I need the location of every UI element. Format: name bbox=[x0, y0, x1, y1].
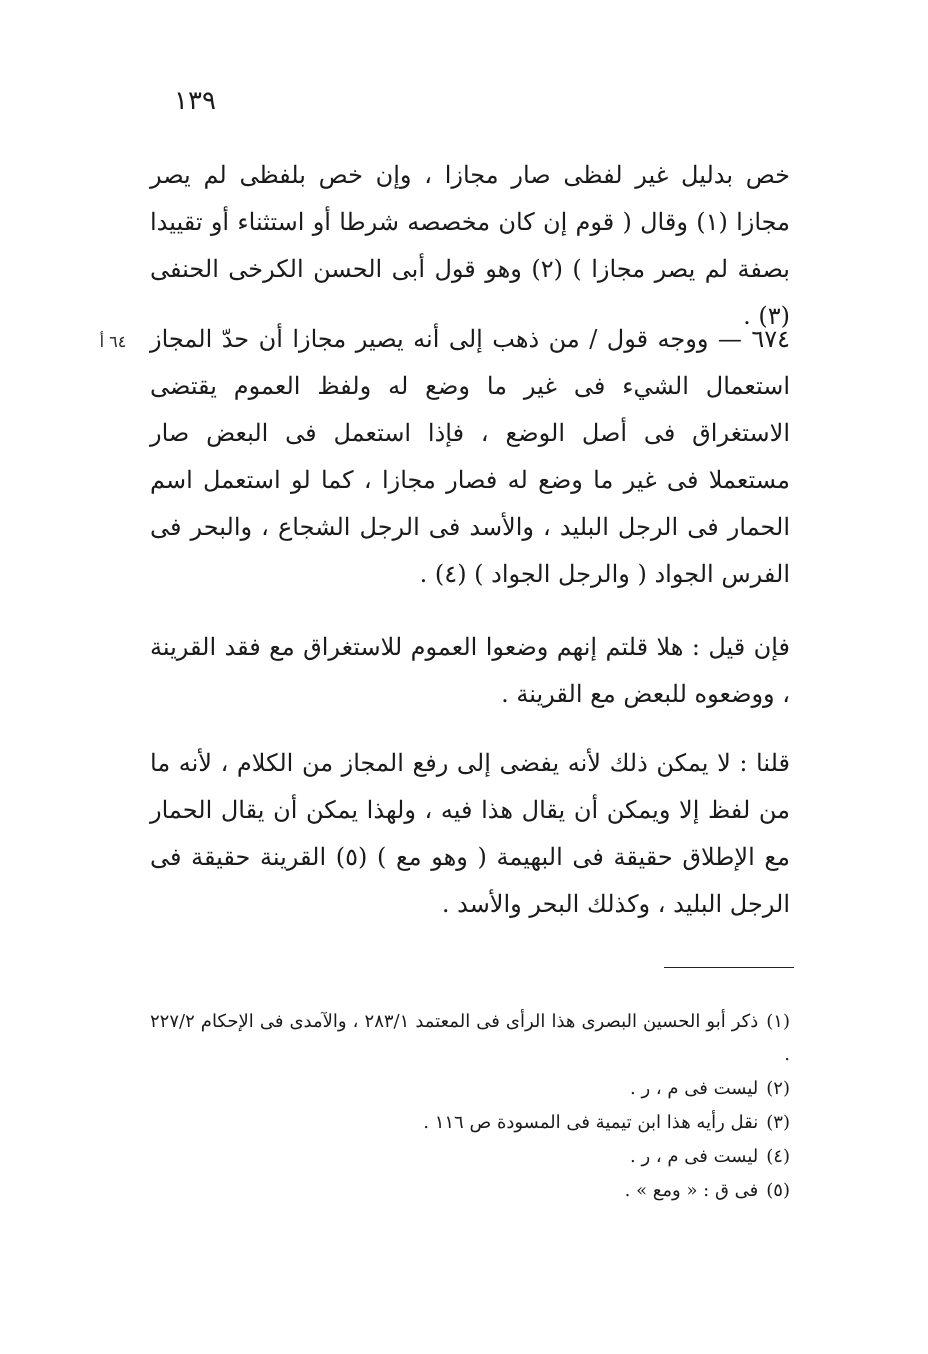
paragraph-text: خص بدليل غير لفظى صار مجازا ، وإن خص بلفظى لم يصر مجازا (١) وقال ( قوم إن كان مخصصه شرطا أو استثناء أو تقييدا بصفة لم يصر مجازا ) (٢) وهو قول أبى الحسن الكرخى الحنفى (٣) . bbox=[150, 161, 790, 330]
footnotes bbox=[150, 1005, 790, 1208]
footnote-text: ليست فى م ، ر . bbox=[630, 1078, 759, 1099]
footnote-number: (٢) bbox=[766, 1078, 790, 1099]
margin-note: ٦٤ أ bbox=[99, 332, 127, 351]
footnote-divider bbox=[664, 967, 794, 968]
paragraph-1 bbox=[150, 152, 790, 340]
footnote-number: (١) bbox=[766, 1011, 790, 1032]
paragraph-2 bbox=[150, 316, 790, 598]
footnote-2 bbox=[150, 1072, 790, 1105]
footnote-text: فى ق : « ومع » . bbox=[624, 1180, 759, 1201]
paragraph-text: فإن قيل : هلا قلتم إنهم وضعوا العموم للاستغراق مع فقد القرينة ، ووضعوه للبعض مع القرينة . bbox=[150, 633, 790, 708]
paragraph-text: ٦٧٤ — ووجه قول / من ذهب إلى أنه يصير مجازا أن حدّ المجاز استعمال الشيء فى غير ما وضع له ولفظ العموم يقتضى الاستغراق فى أصل الوضع ، فإذا استعمل فى البعض صار مستعملا فى غير ما وضع له فصار مجازا ، كما لو استعمل اسم الحمار فى الرجل البليد ، والأسد فى الرجل الشجاع ، والبحر فى الفرس الجواد ( والرجل الجواد ) (٤) . bbox=[150, 325, 790, 588]
paragraph-4 bbox=[150, 740, 790, 928]
footnote-number: (٥) bbox=[766, 1180, 790, 1201]
footnote-4 bbox=[150, 1140, 790, 1173]
footnote-number: (٣) bbox=[766, 1112, 790, 1133]
footnote-1 bbox=[150, 1005, 790, 1071]
footnote-text: نقل رأيه هذا ابن تيمية فى المسودة ص ١١٦ . bbox=[423, 1112, 759, 1133]
page-number: ١٣٩ bbox=[174, 86, 216, 116]
paragraph-3 bbox=[150, 624, 790, 718]
footnote-text: ذكر أبو الحسين البصرى هذا الرأى فى المعتمد ٢٨٣/١ ، والآمدى فى الإحكام ٢٢٧/٢ . bbox=[150, 1011, 790, 1065]
footnote-5 bbox=[150, 1174, 790, 1207]
footnote-text: ليست فى م ، ر . bbox=[630, 1146, 759, 1167]
footnote-number: (٤) bbox=[766, 1146, 790, 1167]
footnote-3 bbox=[150, 1106, 790, 1139]
paragraph-text: قلنا : لا يمكن ذلك لأنه يفضى إلى رفع المجاز من الكلام ، لأنه ما من لفظ إلا ويمكن أن يقال هذا فيه ، ولهذا يمكن أن يقال الحمار مع الإطلاق حقيقة فى البهيمة ( وهو مع ) (٥) القرينة حقيقة فى الرجل البليد ، وكذلك البحر والأسد . bbox=[150, 749, 791, 918]
